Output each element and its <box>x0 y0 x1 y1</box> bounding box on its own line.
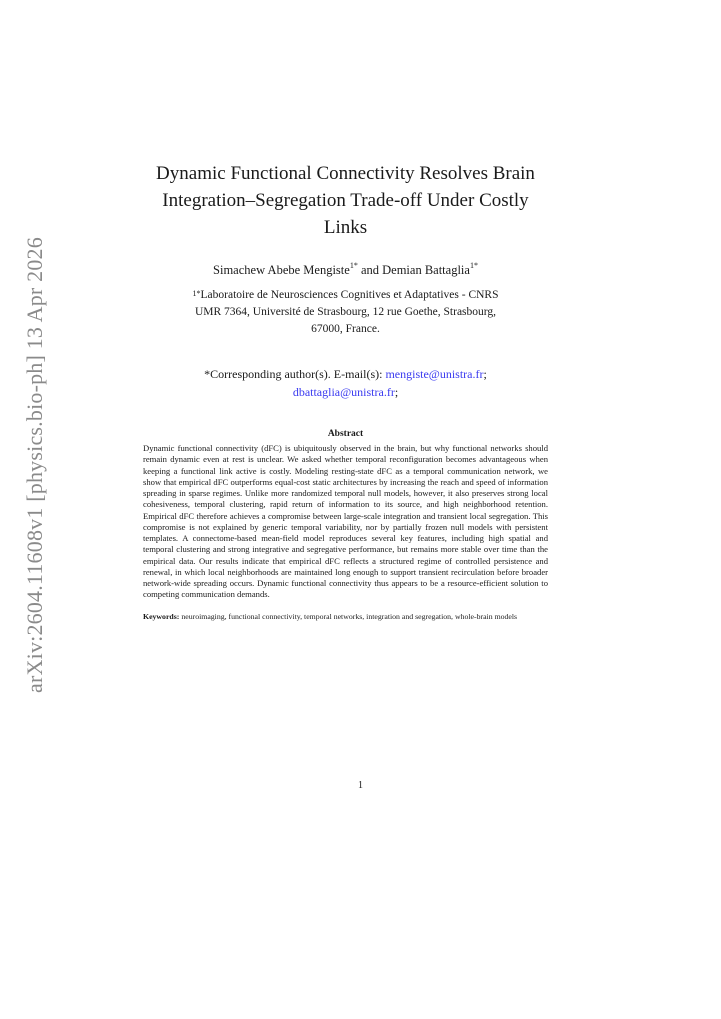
title-line-3: Links <box>323 217 368 238</box>
title-line-1: Dynamic Functional Connectivity Resolves Brain <box>156 163 535 184</box>
author-2-name: Demian Battaglia <box>382 263 470 277</box>
page-number: 1 <box>358 780 363 791</box>
affiliation-line-2: UMR 7364, Université de Strasbourg, 12 rue Goethe, Strasbourg, <box>194 306 497 318</box>
keywords-list: neuroimaging, functional connectivity, temporal networks, integration and segregation, whole-brain models <box>179 611 518 621</box>
affiliation-line-3: 67000, France. <box>311 323 380 335</box>
arxiv-sidebar <box>20 237 50 693</box>
author-1-affil-mark: 1* <box>349 261 358 270</box>
corresponding-prefix: *Corresponding author(s). E-mail(s): <box>204 367 386 381</box>
title-page <box>143 160 548 622</box>
author-1-name: Simachew Abebe Mengiste <box>213 263 350 277</box>
abstract-heading: Abstract <box>327 429 364 439</box>
affiliation-mark: 1* <box>192 289 201 298</box>
email-separator: ; <box>483 367 487 381</box>
author-2-affil-mark: 1* <box>469 261 478 270</box>
title-line-2: Integration–Segregation Trade-off Under Costly <box>162 190 529 211</box>
author-conjunction: and <box>357 263 383 277</box>
keywords <box>143 611 548 622</box>
affiliation <box>143 287 548 338</box>
affiliation-line-1: Laboratoire de Neurosciences Cognitives et Adaptatives - CNRS <box>200 289 499 301</box>
email-link-2[interactable]: dbattaglia@unistra.fr <box>292 385 395 399</box>
arxiv-identifier: arXiv:2604.11608v1 [physics.bio-ph] 13 Apr 2026 <box>22 237 47 693</box>
keywords-label: Keywords: <box>143 611 180 621</box>
paper-title <box>143 160 548 241</box>
author-list <box>143 263 548 278</box>
abstract-text: Dynamic functional connectivity (dFC) is ubiquitously observed in the brain, but why functional networks should remain dynamic even at rest is unclear. We asked whether temporal reconfiguration becomes advantageous when keeping a functional link active is costly. Modeling resting-state dFC as a temporal communication network, we show that empirical dFC outperforms equal-cost static architectures by increasing the reach and speed of information spreading in sparse regimes. Unlike more randomized temporal null models, however, it also preserves strong local cohesiveness, temporal clustering, rapid return of information to its source, and high neighborhood retention. Empirical dFC therefore achieves a compromise between large-scale integration and transient local segregation. This compromise is not explained by generic temporal variability, nor by partially frozen null models with persistent templates. A connectome-based mean-field model reproduces several key features, including high spatial and temporal clustering and strong integrative and segregative performance, but remains more stable over time than the empirical data. Our results indicate that empirical dFC reflects a structured regime of controlled persistence and renewal, in which local neighborhoods are maintained long enough to support transient recirculation before broader network-wide spreading occurs. Dynamic functional connectivity thus appears to be a resource-efficient solution to competing communication demands. <box>143 443 548 600</box>
email-end: ; <box>394 385 399 399</box>
corresponding-authors <box>143 365 548 401</box>
email-link-1[interactable]: mengiste@unistra.fr <box>385 367 484 381</box>
